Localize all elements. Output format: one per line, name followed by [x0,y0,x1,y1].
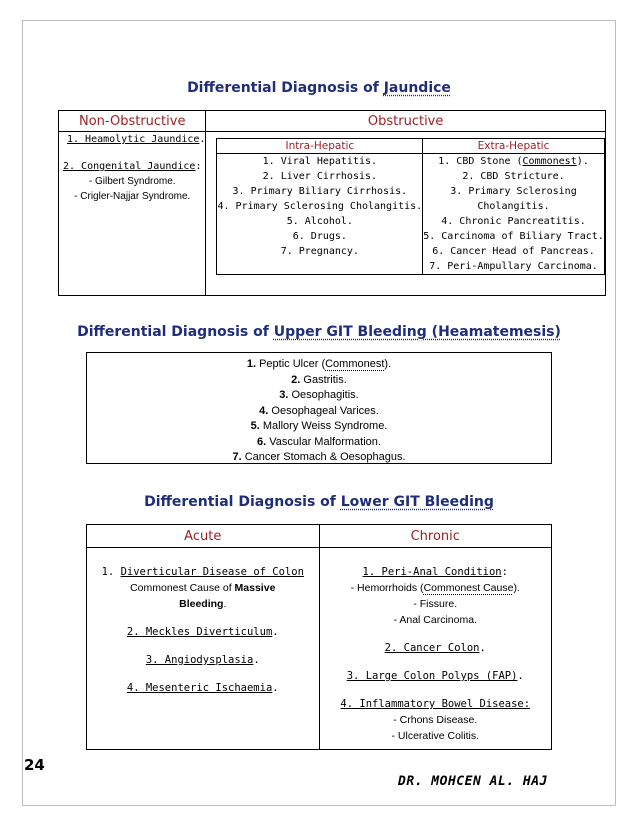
acute-header: Acute [87,525,320,548]
intra-hepatic-header: Intra-Hepatic [217,139,423,154]
obstructive-cell [206,132,605,296]
obstructive-header: Obstructive [206,111,605,132]
acute-cell: 1. Diverticular Disease of Colon Commonest Cause of Massive Bleeding. 2. Meckles Diverticulum. 3. Angiodysplasia. 4. Mesenteric Ischaemia. [87,548,320,750]
list-item: 2. Gastritis. [291,373,347,386]
jaundice-title: Differential Diagnosis of Jaundice [187,80,451,96]
upper-git-title: Differential Diagnosis of Upper GIT Bleeding (Heamatemesis) [77,324,561,340]
list-item: 5. Mallory Weiss Syndrome. [250,420,388,432]
lower-git-title: Differential Diagnosis of Lower GIT Bleeding [144,494,494,510]
upper-git-box [86,352,552,464]
jaundice-table [58,110,606,296]
extra-hepatic-header: Extra-Hepatic [423,139,605,154]
non-obstructive-cell [59,132,206,296]
page-number: 24 [24,756,45,774]
gilbert-item: - Gilbert Syndrome. [88,176,176,187]
chronic-header: Chronic [319,525,552,548]
heamolytic-item: 1. Heamolytic Jaundice. [67,134,206,145]
list-item: 4. Oesophageal Varices. [259,404,379,417]
intra-hepatic-list: 1. Viral Hepatitis. 2. Liver Cirrhosis. 3. Primary Biliary Cirrhosis. 4. Primary Sclerosing Cholangitis. 5. Alcohol. 6. Drugs. 7. Pregnancy. [217,154,423,275]
chronic-cell: 1. Peri-Anal Condition: - Hemorrhoids (Commonest Cause). - Fissure. - Anal Carcinoma. 2. Cancer Colon. 3. Large Colon Polyps (FAP). 4. Inflammatory Bowel Disease: - Crhons Disease. - Ulcerative Colitis. [319,548,552,750]
obstructive-inner-table [216,138,604,275]
lower-git-table [86,524,552,750]
list-item: 7. Cancer Stomach & Oesophagus. [232,451,406,463]
crigler-item: - Crigler-Najjar Syndrome. [74,191,191,202]
extra-hepatic-list: 1. CBD Stone (Commonest). 2. CBD Stricture. 3. Primary Sclerosing Cholangitis. 4. Chronic Pancreatitis. 5. Carcinoma of Biliary Tract. 6. Cancer Head of Pancreas. 7. Peri-Ampullary Carcinoma. [423,154,605,275]
list-item: 3. Oesophagitis. [279,389,359,401]
author-name: DR. MOHCEN AL. HAJ [398,774,548,789]
non-obstructive-header: Non-Obstructive [59,111,206,132]
congenital-item: 2. Congenital Jaundice: [63,161,202,172]
list-item: 1. Peptic Ulcer (Commonest). [246,358,392,370]
list-item: 6. Vascular Malformation. [257,435,381,448]
